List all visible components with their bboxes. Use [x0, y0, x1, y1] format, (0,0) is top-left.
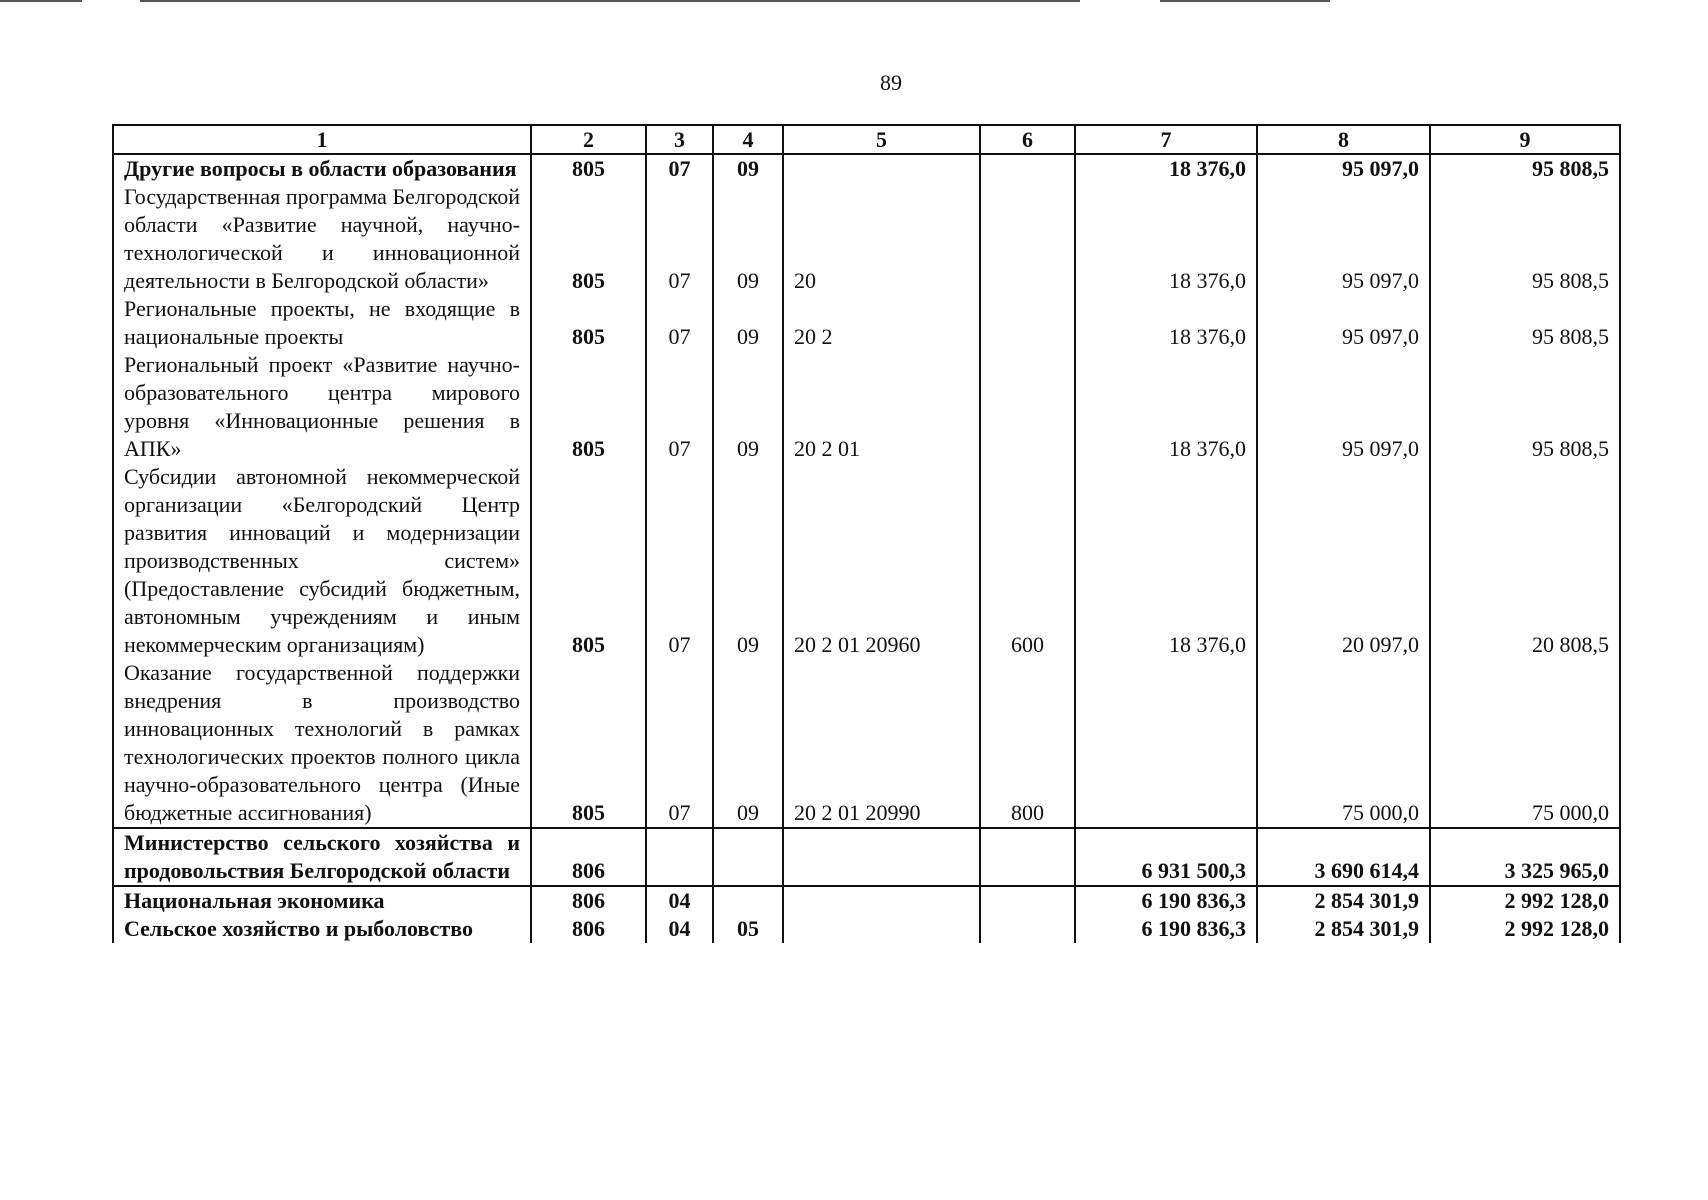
row-expense-type [980, 183, 1075, 295]
row-target-article [783, 915, 980, 943]
row-amount-col7: 18 376,0 [1075, 154, 1257, 183]
row-subsection-code: 09 [713, 295, 783, 351]
row-target-article [783, 886, 980, 915]
row-ministry-code: 805 [531, 351, 646, 463]
row-amount-col9: 95 808,5 [1430, 183, 1620, 295]
row-section-code: 07 [646, 183, 713, 295]
row-amount-col9: 75 000,0 [1430, 659, 1620, 828]
row-description: Сельское хозяйство и рыболовство [113, 915, 531, 943]
row-subsection-code: 09 [713, 154, 783, 183]
row-amount-col8: 95 097,0 [1257, 351, 1430, 463]
budget-table [112, 124, 1621, 943]
column-header-6: 6 [980, 125, 1075, 154]
row-amount-col8: 95 097,0 [1257, 183, 1430, 295]
row-amount-col7: 18 376,0 [1075, 295, 1257, 351]
table-row [113, 183, 1620, 295]
row-subsection-code [713, 828, 783, 886]
row-amount-col9: 2 992 128,0 [1430, 886, 1620, 915]
row-expense-type [980, 915, 1075, 943]
page-number: 89 [880, 70, 902, 95]
column-header-5: 5 [783, 125, 980, 154]
column-header-1: 1 [113, 125, 531, 154]
row-amount-col9: 2 992 128,0 [1430, 915, 1620, 943]
row-subsection-code: 05 [713, 915, 783, 943]
row-target-article: 20 2 01 20990 [783, 659, 980, 828]
row-amount-col8: 75 000,0 [1257, 659, 1430, 828]
table-row [113, 886, 1620, 915]
table-row [113, 828, 1620, 886]
row-ministry-code: 805 [531, 295, 646, 351]
row-section-code: 07 [646, 154, 713, 183]
row-amount-col8: 2 854 301,9 [1257, 915, 1430, 943]
row-target-article: 20 2 [783, 295, 980, 351]
row-section-code: 07 [646, 463, 713, 659]
row-expense-type [980, 351, 1075, 463]
row-description: Другие вопросы в области образования [113, 154, 531, 183]
row-section-code: 07 [646, 295, 713, 351]
row-expense-type [980, 828, 1075, 886]
row-subsection-code [713, 886, 783, 915]
row-amount-col9: 95 808,5 [1430, 351, 1620, 463]
row-subsection-code: 09 [713, 659, 783, 828]
row-ministry-code: 806 [531, 886, 646, 915]
column-header-2: 2 [531, 125, 646, 154]
column-header-4: 4 [713, 125, 783, 154]
row-subsection-code: 09 [713, 463, 783, 659]
row-target-article [783, 154, 980, 183]
row-description: Министерство сельского хозяйства и продовольствия Белгородской области [113, 828, 531, 886]
row-target-article: 20 2 01 [783, 351, 980, 463]
row-section-code: 07 [646, 351, 713, 463]
row-amount-col8: 2 854 301,9 [1257, 886, 1430, 915]
row-amount-col7: 18 376,0 [1075, 351, 1257, 463]
row-ministry-code: 806 [531, 915, 646, 943]
row-section-code [646, 828, 713, 886]
column-header-3: 3 [646, 125, 713, 154]
column-number-header [113, 125, 1620, 154]
row-amount-col9: 3 325 965,0 [1430, 828, 1620, 886]
row-amount-col7 [1075, 659, 1257, 828]
row-ministry-code: 805 [531, 183, 646, 295]
row-ministry-code: 805 [531, 463, 646, 659]
row-description: Региональные проекты, не входящие в национальные проекты [113, 295, 531, 351]
row-amount-col9: 95 808,5 [1430, 295, 1620, 351]
row-section-code: 04 [646, 886, 713, 915]
row-amount-col9: 20 808,5 [1430, 463, 1620, 659]
row-ministry-code: 806 [531, 828, 646, 886]
table-row [113, 463, 1620, 659]
row-expense-type [980, 886, 1075, 915]
row-expense-type: 800 [980, 659, 1075, 828]
row-description: Субсидии автономной некоммерческой организации «Белгородский Центр развития инноваций и модернизации производственных систем» (Предоставление субсидий бюджетным, автономным учреждениям и иным некоммерческим организациям) [113, 463, 531, 659]
row-amount-col8: 20 097,0 [1257, 463, 1430, 659]
row-ministry-code: 805 [531, 659, 646, 828]
row-expense-type: 600 [980, 463, 1075, 659]
row-target-article [783, 828, 980, 886]
table-row [113, 154, 1620, 183]
row-target-article: 20 2 01 20960 [783, 463, 980, 659]
row-subsection-code: 09 [713, 183, 783, 295]
row-amount-col8: 95 097,0 [1257, 295, 1430, 351]
row-description: Региональный проект «Развитие научно-образовательного центра мирового уровня «Инновационные решения в АПК» [113, 351, 531, 463]
row-amount-col9: 95 808,5 [1430, 154, 1620, 183]
column-header-7: 7 [1075, 125, 1257, 154]
row-description: Государственная программа Белгородской области «Развитие научной, научно-технологической и инновационной деятельности в Белгородской области» [113, 183, 531, 295]
table-row [113, 295, 1620, 351]
table-row [113, 659, 1620, 828]
row-amount-col8: 3 690 614,4 [1257, 828, 1430, 886]
row-amount-col7: 6 931 500,3 [1075, 828, 1257, 886]
row-ministry-code: 805 [531, 154, 646, 183]
row-section-code: 04 [646, 915, 713, 943]
table-row [113, 351, 1620, 463]
scan-edge [0, 0, 1708, 2]
row-section-code: 07 [646, 659, 713, 828]
table-row [113, 915, 1620, 943]
column-header-9: 9 [1430, 125, 1620, 154]
row-amount-col8: 95 097,0 [1257, 154, 1430, 183]
row-target-article: 20 [783, 183, 980, 295]
row-subsection-code: 09 [713, 351, 783, 463]
row-description: Оказание государственной поддержки внедрения в производство инновационных технологий в рамках технологических проектов полного цикла научно-образовательного центра (Иные бюджетные ассигнования) [113, 659, 531, 828]
row-description: Национальная экономика [113, 886, 531, 915]
column-header-8: 8 [1257, 125, 1430, 154]
row-amount-col7: 18 376,0 [1075, 183, 1257, 295]
row-amount-col7: 6 190 836,3 [1075, 886, 1257, 915]
row-amount-col7: 18 376,0 [1075, 463, 1257, 659]
row-expense-type [980, 154, 1075, 183]
row-expense-type [980, 295, 1075, 351]
row-amount-col7: 6 190 836,3 [1075, 915, 1257, 943]
